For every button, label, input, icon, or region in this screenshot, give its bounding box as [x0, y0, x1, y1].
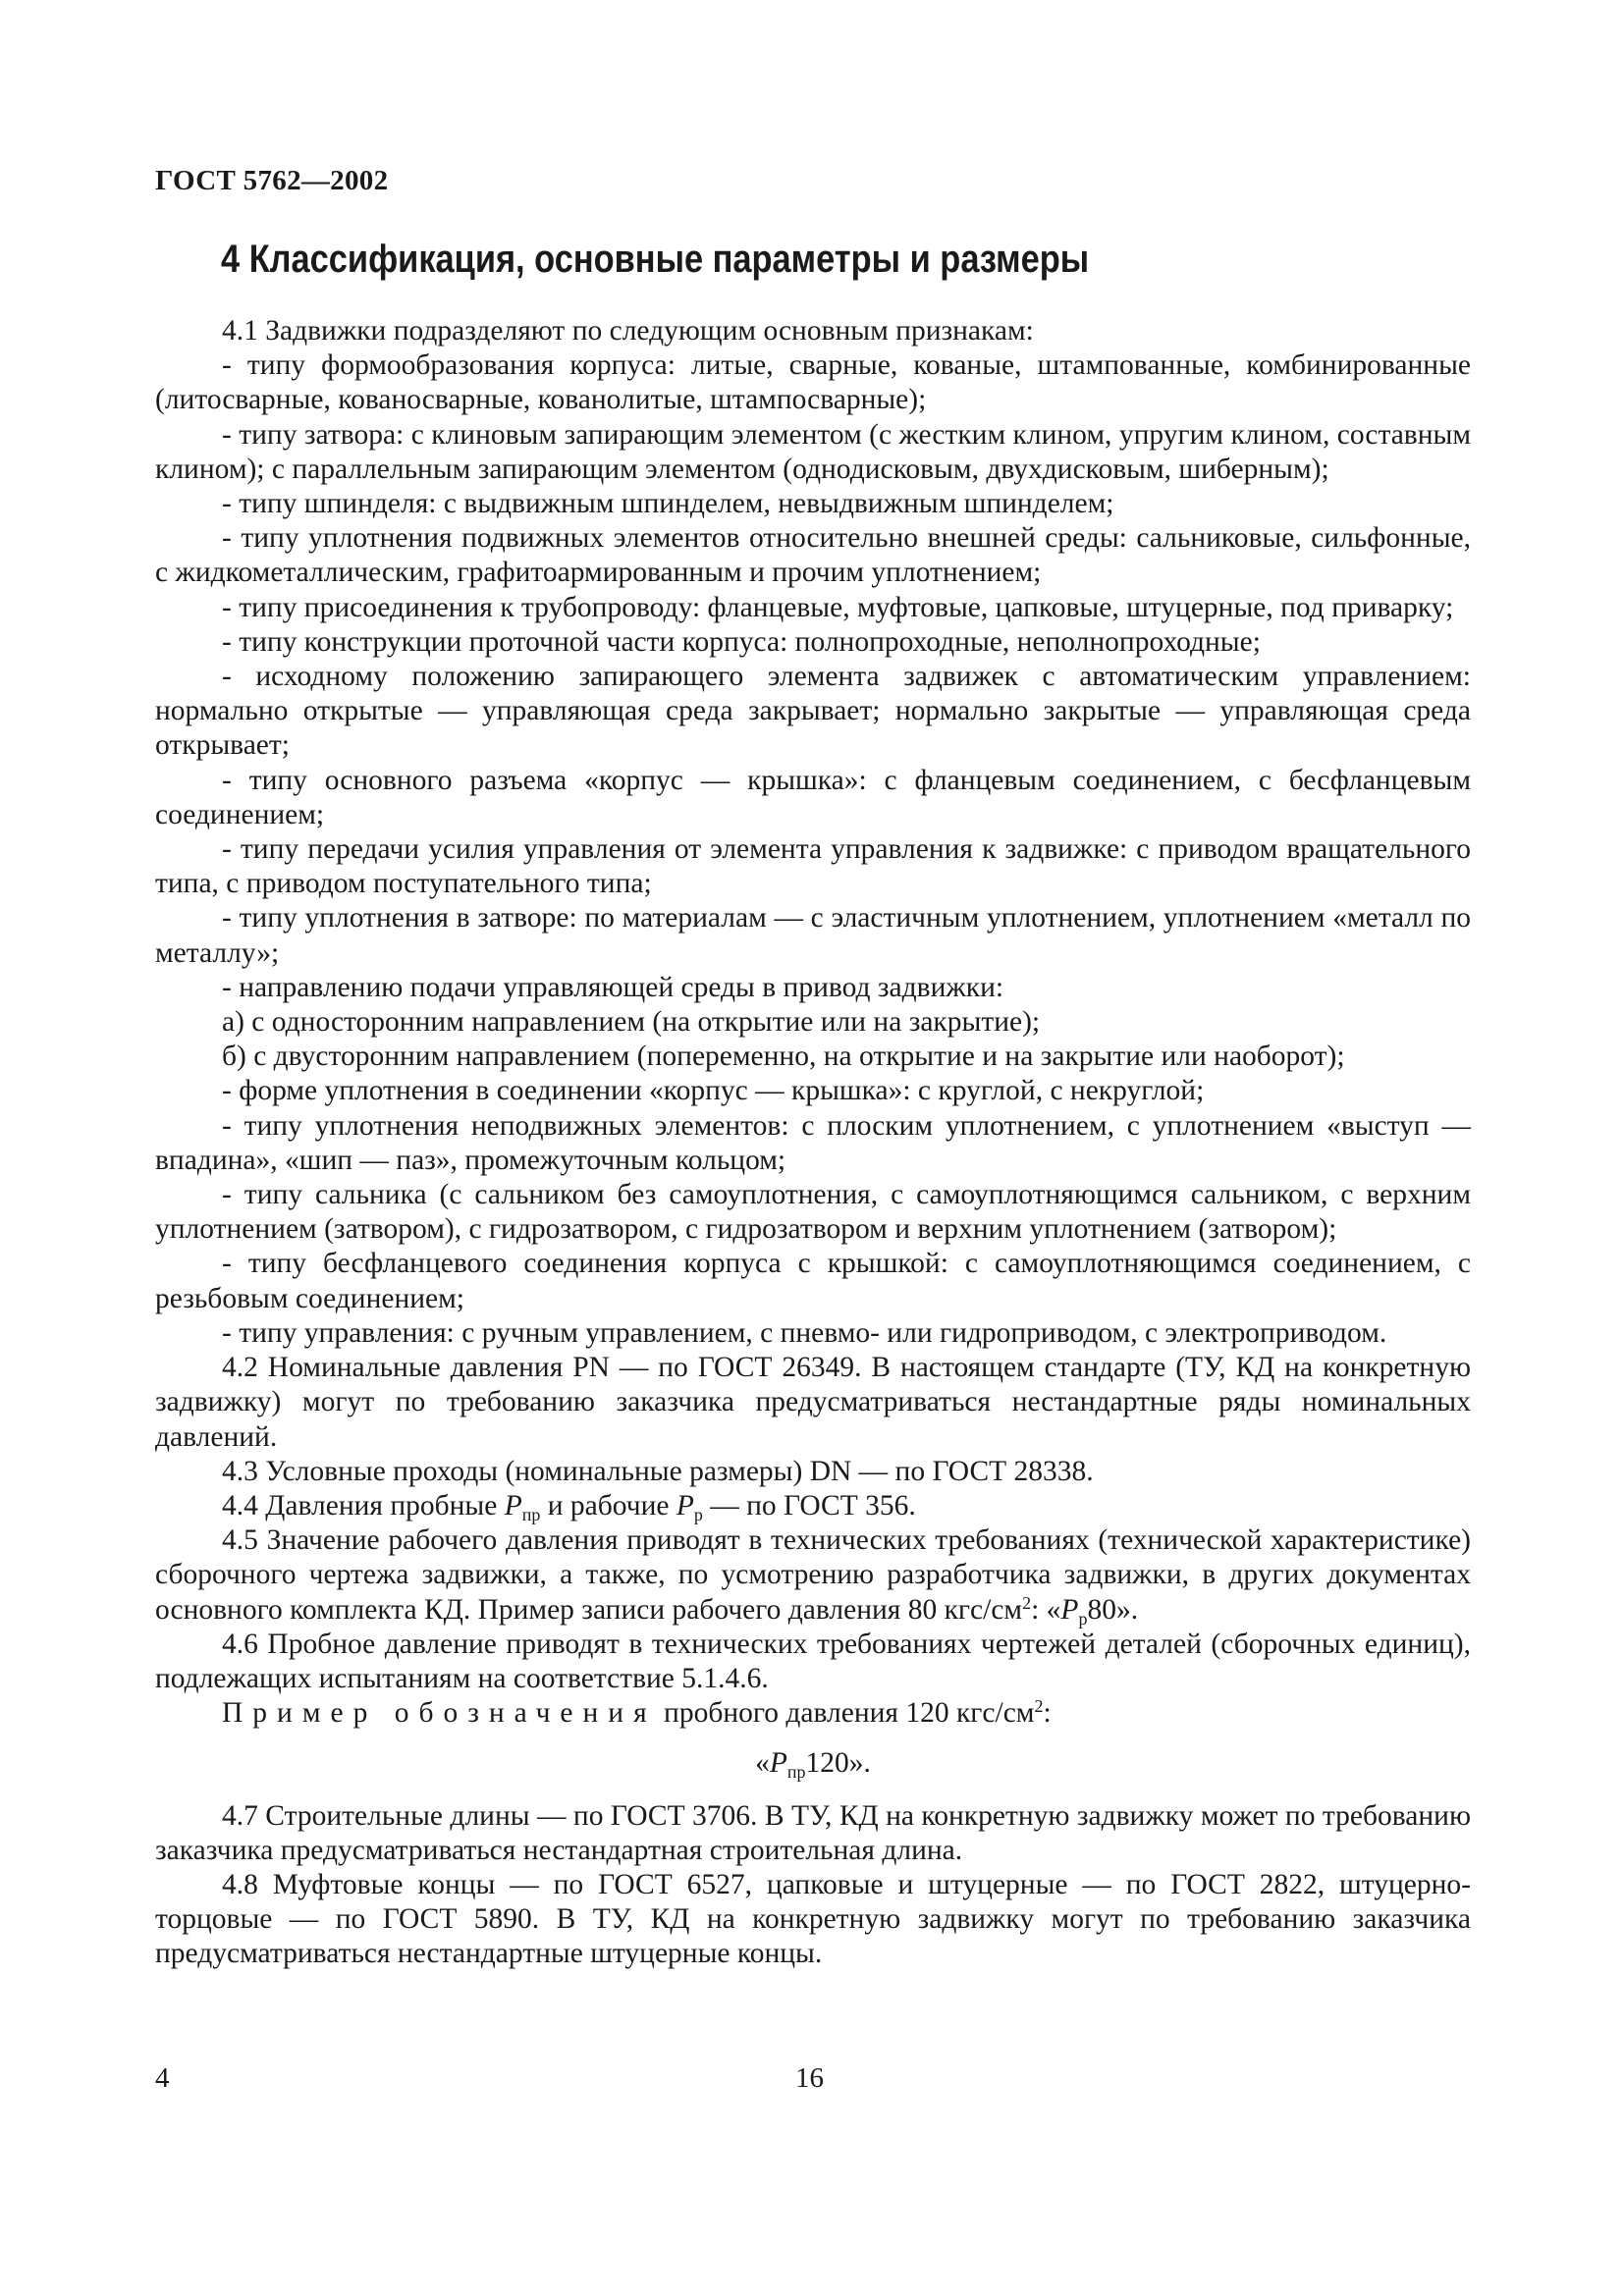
paragraph: - исходному положению запирающего элемента задвижек с автоматическим управлением: нормально открытые — управляющая среда закрывает; нормально закрытые — управляющая среда открывает;	[155, 661, 1471, 762]
paragraph: - типу передачи усилия управления от элемента управления к задвижке: с приводом вращательного типа, с приводом поступательного типа;	[155, 833, 1471, 900]
pressure-symbol: P	[1060, 1593, 1079, 1626]
pressure-symbol: P	[769, 1747, 787, 1780]
document-body	[155, 314, 1471, 1972]
example-line: Пример обозначения пробного давления 120 кгс/$см^2$:	[222, 1696, 1052, 1730]
paragraph: - типу управления: с ручным управлением, с пневмо- или гидроприводом, с электроприводом.	[222, 1316, 1387, 1349]
paragraph: а) с односторонним направлением (на открытие или на закрытие);	[222, 1006, 1041, 1039]
paragraph: - типу уплотнения подвижных элементов относительно внешней среды: сальниковые, сильфонные, с жидкометаллическим, графитоармированным и прочим уплотнением;	[155, 522, 1471, 589]
paragraph-4-4: 4.4 Давления пробные $P_{пр}$ и рабочие $P_р$ — по ГОСТ 356.	[222, 1489, 916, 1524]
paragraph: - типу конструкции проточной части корпуса: полнопроходные, неполнопроходные;	[222, 625, 1261, 658]
paragraph: - типу формообразования корпуса: литые, сварные, кованые, штампованные, комбинированные (литосварные, кованосварные, кованолитые, штампосварные);	[155, 349, 1471, 416]
paragraph: - типу уплотнения неподвижных элементов: с плоским уплотнением, с уплотнением «выступ — впадина», «шип — паз», промежуточным кольцом;	[155, 1109, 1471, 1176]
paragraph: 4.2 Номинальные давления PN — по ГОСТ 26349. В настоящем стандарте (ТУ, КД на конкретную задвижку) могут по требованию заказчика предусматриваться нестандартные ряды номинальных давлений.	[155, 1352, 1471, 1453]
paragraph: 4.3 Условные проходы (номинальные размеры) DN — по ГОСТ 28338.	[222, 1455, 1094, 1487]
paragraph: - направлению подачи управляющей среды в привод задвижки:	[222, 971, 1004, 1003]
paragraph-4-5: 4.5 Значение рабочего давления приводят в технических требованиях (технической характеристике) сборочного чертежа задвижки, а также, по усмотрению разработчика задвижки, в других документах основного комплекта КД. Пример записи рабочего давления 80 кгс/$см^2$: «$P_р80$».	[155, 1524, 1471, 1629]
paragraph: - типу бесфланцевого соединения корпуса с крышкой: с самоуплотняющимся соединением, с резьбовым соединением;	[155, 1248, 1471, 1314]
paragraph: - типу основного разъема «корпус — крышка»: с фланцевым соединением, с бесфланцевым соединением;	[155, 764, 1471, 830]
paragraph: - типу присоединения к трубопроводу: фланцевые, муфтовые, цапковые, штуцерные, под приварку;	[222, 591, 1454, 623]
paragraph: 4.8 Муфтовые концы — по ГОСТ 6527, цапковые и штуцерные — по ГОСТ 2822, штуцерно-торцовые — по ГОСТ 5890. В ТУ, КД на конкретную задвижку могут по требованию заказчика предусматриваться нестандартные штуцерные концы.	[155, 1868, 1471, 1970]
paragraph: - типу шпинделя: с выдвижным шпинделем, невыдвижным шпинделем;	[222, 488, 1114, 520]
document-header: ГОСТ 5762—2002	[155, 165, 389, 196]
section-title: 4 Классификация, основные параметры и размеры	[221, 238, 1090, 281]
paragraph: б) с двусторонним направлением (попеременно, на открытие и на закрытие или наоборот);	[222, 1041, 1345, 1073]
example-label: Пример обозначения	[222, 1697, 657, 1730]
paragraph: - форме уплотнения в соединении «корпус — крышка»: с круглой, с некруглой;	[222, 1075, 1205, 1107]
paragraph: - типу затвора: с клиновым запирающим элементом (с жестким клином, упругим клином, составным клином); с параллельным запирающим элементом (однодисковым, двухдисковым, шиберным);	[155, 418, 1471, 485]
paragraph: - типу уплотнения в затворе: по материалам — с эластичным уплотнением, уплотнением «металл по металлу»;	[155, 902, 1471, 969]
paragraph: 4.7 Строительные длины — по ГОСТ 3706. В ТУ, КД на конкретную задвижку может по требованию заказчика предусматриваться нестандартная строительная длина.	[155, 1799, 1471, 1866]
formula: «$P_{пр}120$».	[755, 1747, 871, 1783]
page-number-center: 16	[795, 2062, 824, 2094]
page-number-left: 4	[155, 2062, 170, 2094]
pressure-symbol: P	[504, 1489, 522, 1522]
paragraph: 4.1 Задвижки подразделяют по следующим основным признакам:	[222, 315, 1034, 347]
pressure-symbol: P	[676, 1489, 694, 1522]
paragraph: - типу сальника (с сальником без самоуплотнения, с самоуплотняющимся сальником, с верхним уплотнением (затвором), с гидрозатвором, с гидрозатвором и верхним уплотнением (затвором);	[155, 1179, 1471, 1246]
paragraph: 4.6 Пробное давление приводят в технических требованиях чертежей деталей (сборочных единиц), подлежащих испытаниям на соответствие 5.1.4.6.	[155, 1628, 1471, 1694]
